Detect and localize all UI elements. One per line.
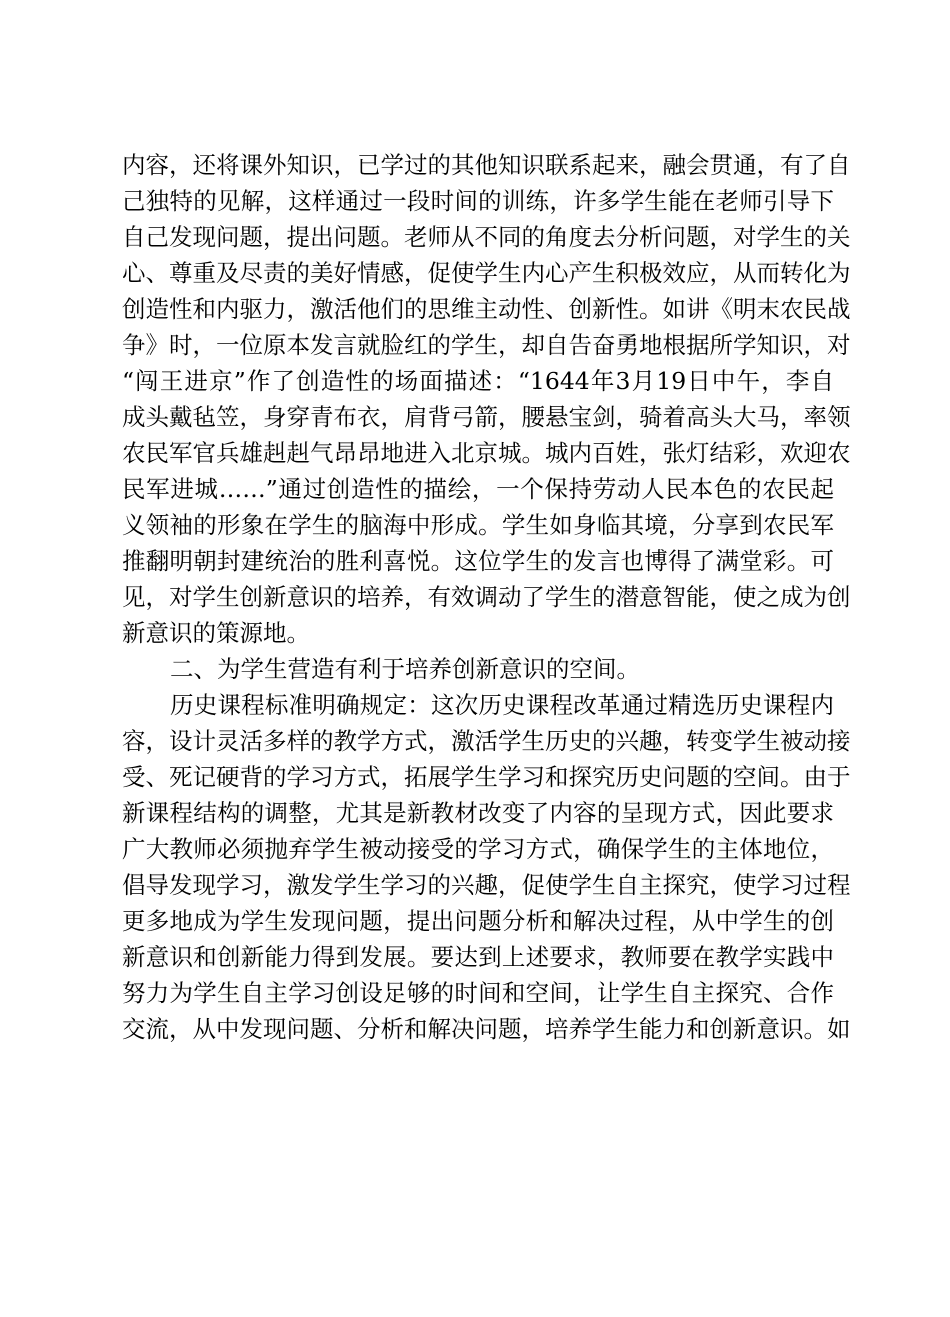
text-line: 新意识的策源地。: [122, 619, 310, 647]
text-line: 农民军官兵雄赳赳气昂昂地进入北京城。城内百姓，张灯结彩，欢迎农: [122, 439, 851, 467]
text-line: 新课程结构的调整，尤其是新教材改变了内容的呈现方式，因此要求: [122, 799, 834, 827]
text-line: 见，对学生创新意识的培养，有效调动了学生的潜意智能，使之成为创: [122, 583, 851, 611]
text-line: 受、死记硬背的学习方式，拓展学生学习和探究历史问题的空间。由于: [122, 763, 851, 791]
text-line: 努力为学生自主学习创设足够的时间和空间，让学生自主探究、合作: [122, 979, 834, 1007]
text-line: 内容，还将课外知识，已学过的其他知识联系起来，融会贯通，有了自: [122, 151, 851, 179]
text-line: 广大教师必须抛弃学生被动接受的学习方式，确保学生的主体地位，: [122, 835, 834, 863]
text-line: “闯王进京”作了创造性的场面描述：“1644年3月19日中午，李自: [122, 367, 834, 395]
text-line: 己独特的见解，这样通过一段时间的训练，许多学生能在老师引导下: [122, 187, 834, 215]
text-line: 交流，从中发现问题、分析和解决问题，培养学生能力和创新意识。如: [122, 1015, 851, 1043]
text-line: 自己发现问题，提出问题。老师从不同的角度去分析问题，对学生的关: [122, 223, 851, 251]
text-line: 创造性和内驱力，激活他们的思维主动性、创新性。如讲《明末农民战: [122, 295, 851, 323]
body-text: [122, 147, 851, 1047]
text-line: 心、尊重及尽责的美好情感，促使学生内心产生积极效应，从而转化为: [122, 259, 851, 287]
text-line: 义领袖的形象在学生的脑海中形成。学生如身临其境，分享到农民军: [122, 511, 834, 539]
text-line: 争》时，一位原本发言就脸红的学生，却自告奋勇地根据所学知识，对: [122, 331, 851, 359]
text-line: 更多地成为学生发现问题，提出问题分析和解决过程，从中学生的创: [122, 907, 834, 935]
text-line: 新意识和创新能力得到发展。要达到上述要求，教师要在教学实践中: [122, 943, 834, 971]
text-line: 推翻明朝封建统治的胜利喜悦。这位学生的发言也博得了满堂彩。可: [122, 547, 834, 575]
text-line: 容，设计灵活多样的教学方式，激活学生历史的兴趣，转变学生被动接: [122, 727, 851, 755]
text-line: 历史课程标准明确规定：这次历史课程改革通过精选历史课程内: [170, 691, 834, 719]
text-line: 成头戴毡笠，身穿青布衣，肩背弓箭，腰悬宝剑，骑着高头大马，率领: [122, 403, 851, 431]
text-line: 民军进城……”通过创造性的描绘，一个保持劳动人民本色的农民起: [122, 475, 834, 503]
section-heading: 二、为学生营造有利于培养创新意识的空间。: [170, 655, 640, 683]
text-line: 倡导发现学习，激发学生学习的兴趣，促使学生自主探究，使学习过程: [122, 871, 851, 899]
